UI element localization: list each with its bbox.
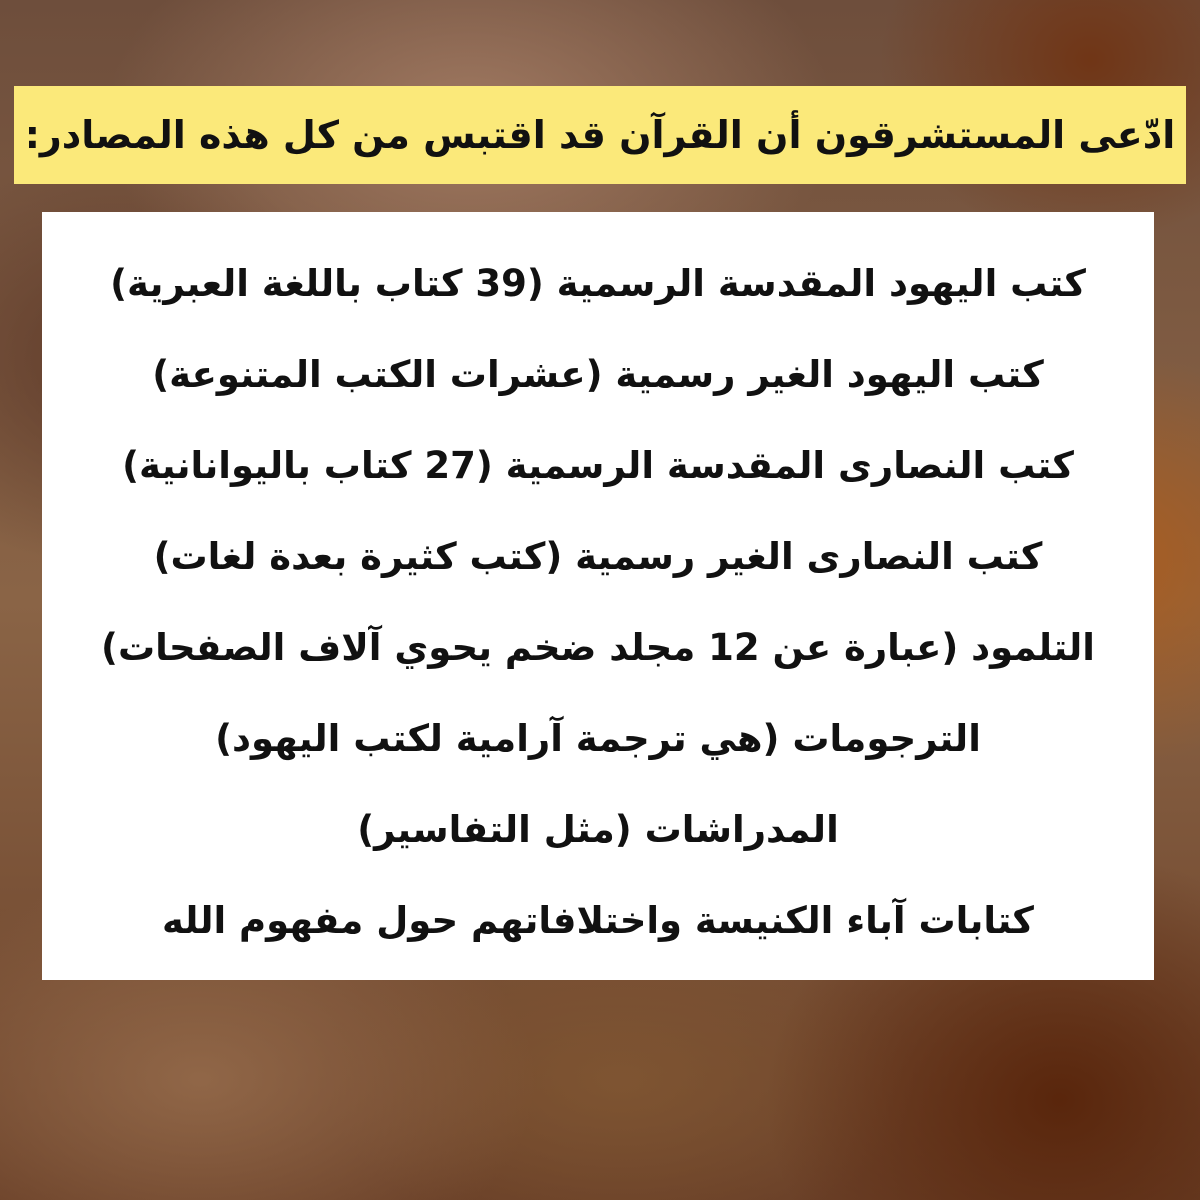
source-item-midrashim: المدراشات (مثل التفاسير)	[357, 808, 839, 851]
source-item-church-fathers: كتابات آباء الكنيسة واختلافاتهم حول مفهوم الله	[162, 899, 1034, 942]
source-item-hebrew-bible: كتب اليهود المقدسة الرسمية (39 كتاب باللغة العبرية)	[110, 262, 1086, 305]
source-list	[42, 238, 1154, 966]
source-item-christian-canonical: كتب النصارى المقدسة الرسمية (27 كتاب باليوانانية)	[122, 444, 1074, 487]
source-item-talmud: التلمود (عبارة عن 12 مجلد ضخم يحوي آلاف الصفحات)	[101, 626, 1095, 669]
source-item-targums: الترجومات (هي ترجمة آرامية لكتب اليهود)	[215, 717, 981, 760]
title-banner	[14, 86, 1186, 184]
title-text: ادّعى المستشرقون أن القرآن قد اقتبس من كل هذه المصادر:	[24, 113, 1176, 157]
source-item-christian-noncanonical: كتب النصارى الغير رسمية (كتب كثيرة بعدة لغات)	[153, 535, 1043, 578]
sources-card	[42, 212, 1154, 980]
source-item-jewish-noncanonical: كتب اليهود الغير رسمية (عشرات الكتب المتنوعة)	[152, 353, 1044, 396]
